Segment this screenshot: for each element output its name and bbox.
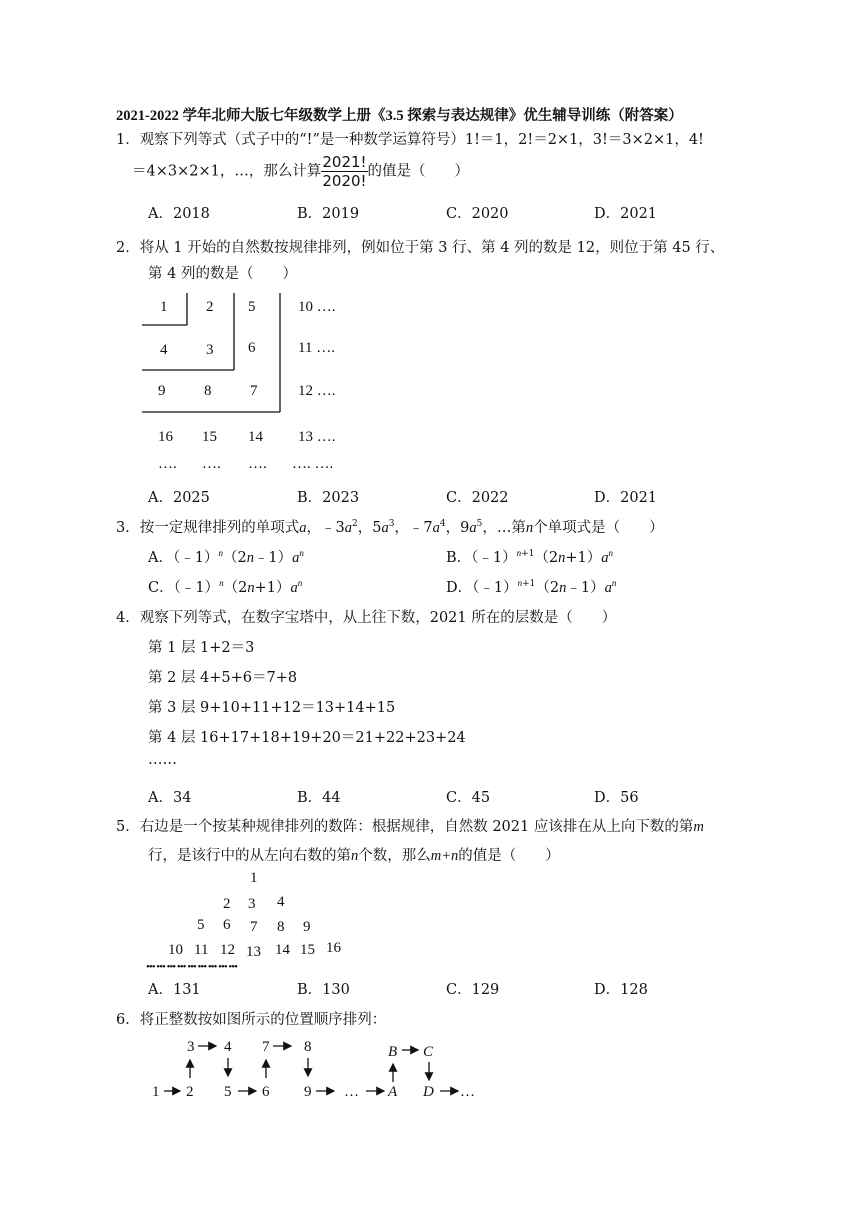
q6-bottom-1: 1 [152, 1084, 160, 1100]
q6-bottom-5: 5 [224, 1084, 232, 1100]
q5-tri-3: 3 [248, 896, 256, 912]
q5-line2-a: 行，是该行中的从左向右数的第 [148, 848, 351, 864]
q6-bottom-d: D [423, 1084, 434, 1100]
q6-top-4: 4 [224, 1039, 232, 1055]
q4-row-ellipsis: …… [148, 752, 177, 768]
q3-seq-tail: ，…第 [482, 520, 526, 536]
q6-top-c: C [423, 1044, 434, 1060]
q5-line2 [148, 844, 560, 865]
q5-triangle-figure [140, 866, 380, 976]
q5-tri-1: 1 [250, 870, 258, 886]
q2-cell-r4c4: 13 …. [298, 429, 336, 445]
q5-option-d: D．128 [594, 982, 648, 998]
q5-tri-14: 14 [275, 942, 290, 958]
q1-option-d: D．2021 [594, 206, 658, 222]
q5-option-a: A．131 [148, 982, 201, 998]
q1-line1: 1．观察下列等式（式子中的“!”是一种数学运算符号）1!＝1，2!＝2×1，3!＝3×2×1，4! [116, 132, 704, 148]
q6-bottom-6: 6 [262, 1084, 270, 1100]
q6-top-3: 3 [187, 1039, 195, 1055]
q4-option-d: D．56 [594, 790, 639, 806]
q5-tri-10: 10 [168, 942, 183, 958]
q6-bottom-9: 9 [304, 1084, 312, 1100]
q5-tri-2: 2 [223, 896, 231, 912]
q5-tri-11: 11 [194, 942, 209, 958]
q6-top-8: 8 [304, 1039, 312, 1055]
q5-m: m [693, 819, 704, 835]
q2-grid-figure [140, 290, 370, 480]
q2-option-d: D．2021 [594, 490, 658, 506]
q1-line2-post: 的值是（ ） [367, 163, 470, 180]
q2-cell-r2c2: 3 [206, 342, 214, 358]
q5-tri-13: 13 [246, 944, 261, 960]
q5-tri-7: 7 [250, 919, 258, 935]
q2-cell-r3c1: 9 [158, 383, 166, 399]
q2-line1: 2．将从 1 开始的自然数按规律排列，例如位于第 3 行、第 4 列的数是 12，则位于第 45 行、 [116, 240, 725, 256]
q5-line2-b: 个数，那么 [358, 848, 431, 864]
q3-option-d-prefix: D．（﹣1） [446, 580, 518, 596]
q2-cell-r5c4: …. …. [292, 456, 334, 472]
q3-option-a: A．$(﹣1)^n(2n﹣1)a^n$ [148, 548, 304, 566]
q4-row-3: 第 3 层 9+10+11+12＝13+14+15 [148, 700, 396, 716]
q2-cell-r1c4: 10 …. [298, 299, 336, 315]
q2-cell-r5c1: …. [158, 456, 177, 472]
q4-row-2: 第 2 层 4+5+6＝7+8 [148, 670, 298, 686]
q5-line2-c: 的值是（ ） [458, 848, 560, 864]
q2-cell-r3c3: 7 [250, 383, 258, 399]
q6-top-b: B [388, 1044, 398, 1060]
q5-line1 [116, 815, 704, 836]
q2-cell-r5c3: …. [248, 456, 267, 472]
q3-n: n [525, 520, 534, 536]
q3-option-b-prefix: B．（﹣1） [446, 550, 517, 566]
q5-tri-16: 16 [326, 940, 341, 956]
q1-option-c: C．2020 [446, 206, 509, 222]
q4-line1: 4．观察下列等式，在数字宝塔中，从上往下数，2021 所在的层数是（ ） [116, 610, 617, 626]
q3-option-d: D．$(﹣1)^{n+1}(2n﹣1)a^n$ [446, 578, 617, 596]
q2-cell-r2c1: 4 [160, 342, 168, 358]
q4-option-b: B．44 [297, 790, 341, 806]
q2-cell-r1c2: 2 [206, 299, 214, 315]
q5-tri-4: 4 [277, 894, 285, 910]
q2-option-b: B．2023 [297, 490, 360, 506]
q1-option-b: B．2019 [297, 206, 360, 222]
document-title: 2021-2022 学年北师大版七年级数学上册《3.5 探索与表达规律》优生辅导训练（附答案） [116, 108, 683, 124]
q5-mn: m+n [430, 848, 459, 864]
q5-tri-dots: ••• ••• ••• ••• ••• ••• ••• ••• ••• [146, 961, 237, 973]
q2-cell-r1c3: 5 [248, 299, 256, 315]
q2-cell-r1c1: 1 [160, 299, 168, 315]
q5-tri-15: 15 [300, 942, 315, 958]
q2-cell-r2c4: 11 …. [298, 340, 335, 356]
q3-stem: 3．按一定规律排列的单项式a，$﹣3a^2$，$5a^3$，$﹣7a^4$，$9a^5$，…第n个单项式是（ ） [116, 519, 664, 536]
q1-line2-pre: ＝4×3×2×1，…，那么计算 [132, 163, 322, 180]
q5-n: n [351, 848, 359, 864]
q2-cell-r2c3: 6 [248, 340, 256, 356]
q5-option-b: B．130 [297, 982, 350, 998]
q3-stem-text: 3．按一定规律排列的单项式 [116, 520, 300, 536]
q1-line2 [132, 153, 469, 190]
q6-line1: 6．将正整数按如图所示的位置顺序排列： [116, 1012, 387, 1028]
q4-option-c: C．45 [446, 790, 491, 806]
q5-tri-9: 9 [303, 919, 311, 935]
q5-tri-5: 5 [197, 917, 205, 933]
q3-option-c: C．$(﹣1)^n(2n+1)a^n$ [148, 578, 303, 596]
q3-option-b: B．$(﹣1)^{n+1}(2n+1)a^n$ [446, 548, 614, 566]
q5-tri-12: 12 [220, 942, 235, 958]
q4-option-a: A．34 [148, 790, 192, 806]
q2-cell-r3c2: 8 [204, 383, 212, 399]
q2-cell-r4c1: 16 [158, 429, 173, 445]
q1-frac-num: 2021! [322, 153, 367, 171]
q6-bottom-a: A [388, 1084, 398, 1100]
q6-top-7: 7 [262, 1039, 270, 1055]
q1-fraction [321, 153, 367, 190]
q2-cell-r4c2: 15 [202, 429, 217, 445]
q5-option-c: C．129 [446, 982, 500, 998]
q1-frac-den: 2020! [322, 172, 367, 190]
q5-tri-8: 8 [277, 919, 285, 935]
q2-cell-r3c4: 12 …. [298, 383, 336, 399]
q5-line1-text: 5．右边是一个按某种规律排列的数阵：根据规律，自然数 2021 应该排在从上向下数的第 [116, 819, 694, 835]
q2-option-a: A．2025 [148, 490, 210, 506]
q1-option-a: A．2018 [148, 206, 210, 222]
q6-path-figure [140, 1030, 500, 1110]
q2-option-c: C．2022 [446, 490, 509, 506]
q4-row-4: 第 4 层 16+17+18+19+20＝21+22+23+24 [148, 730, 466, 746]
q2-cell-r5c2: …. [202, 456, 221, 472]
q6-bottom-2: 2 [186, 1084, 194, 1100]
q3-option-c-prefix: C．（﹣1） [148, 580, 220, 596]
q4-row-1: 第 1 层 1+2＝3 [148, 640, 255, 656]
q6-bottom-ellipsis-1: … [344, 1084, 359, 1100]
q3-stem-end: 个单项式是（ ） [533, 520, 664, 536]
q2-line2: 第 4 列的数是（ ） [148, 266, 297, 282]
q2-cell-r4c3: 14 [248, 429, 263, 445]
q3-option-a-prefix: A．（﹣1） [148, 550, 219, 566]
q6-bottom-ellipsis-2: … [460, 1084, 475, 1100]
q5-tri-6: 6 [223, 917, 231, 933]
